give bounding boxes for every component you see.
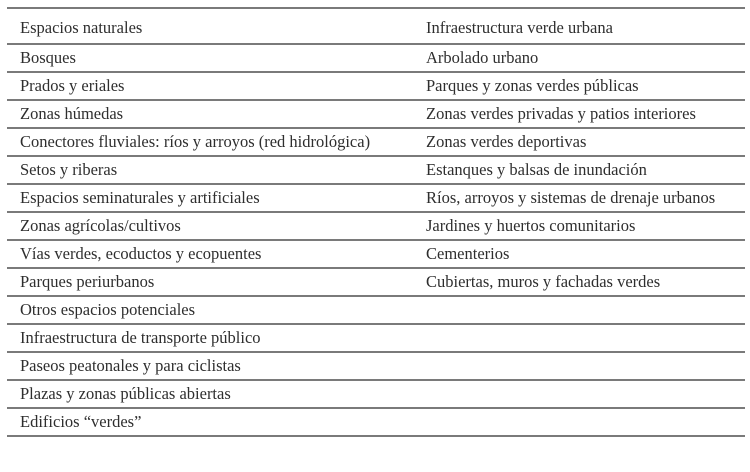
table-row xyxy=(7,72,745,100)
header-cell-urban-green-infrastructure: Infraestructura verde urbana xyxy=(413,8,745,44)
cell-left: Prados y eriales xyxy=(7,72,413,100)
cell-right: Zonas verdes privadas y patios interiores xyxy=(413,100,745,128)
table-row xyxy=(7,44,745,72)
cell-right: Zonas verdes deportivas xyxy=(413,128,745,156)
header-cell-natural-spaces: Espacios naturales xyxy=(7,8,413,44)
table-row xyxy=(7,296,745,324)
cell-left: Bosques xyxy=(7,44,413,72)
table-row xyxy=(7,324,745,352)
cell-left: Plazas y zonas públicas abiertas xyxy=(7,380,413,408)
cell-left: Zonas húmedas xyxy=(7,100,413,128)
table-row xyxy=(7,408,745,436)
table-head xyxy=(7,8,745,44)
cell-right: Arbolado urbano xyxy=(413,44,745,72)
table-row xyxy=(7,184,745,212)
cell-right: Jardines y huertos comunitarios xyxy=(413,212,745,240)
cell-left: Edificios “verdes” xyxy=(7,408,413,436)
cell-right: Parques y zonas verdes públicas xyxy=(413,72,745,100)
table-row xyxy=(7,268,745,296)
cell-right xyxy=(413,380,745,408)
cell-right xyxy=(413,408,745,436)
cell-left: Vías verdes, ecoductos y ecopuentes xyxy=(7,240,413,268)
cell-right xyxy=(413,296,745,324)
table-body xyxy=(7,44,745,436)
cell-left: Zonas agrícolas/cultivos xyxy=(7,212,413,240)
cell-left: Infraestructura de transporte público xyxy=(7,324,413,352)
table-row xyxy=(7,352,745,380)
cell-left: Paseos peatonales y para ciclistas xyxy=(7,352,413,380)
cell-left: Setos y riberas xyxy=(7,156,413,184)
cell-left: Espacios seminaturales y artificiales xyxy=(7,184,413,212)
table-header-row xyxy=(7,8,745,44)
green-infrastructure-table xyxy=(7,7,745,437)
table-row xyxy=(7,100,745,128)
cell-right xyxy=(413,352,745,380)
table-row xyxy=(7,128,745,156)
cell-left: Otros espacios potenciales xyxy=(7,296,413,324)
cell-left: Parques periurbanos xyxy=(7,268,413,296)
table-row xyxy=(7,240,745,268)
table-row xyxy=(7,212,745,240)
cell-right: Ríos, arroyos y sistemas de drenaje urbanos xyxy=(413,184,745,212)
table-row xyxy=(7,156,745,184)
table-row xyxy=(7,380,745,408)
cell-left: Conectores fluviales: ríos y arroyos (red hidrológica) xyxy=(7,128,413,156)
cell-right xyxy=(413,324,745,352)
cell-right: Cubiertas, muros y fachadas verdes xyxy=(413,268,745,296)
cell-right: Cementerios xyxy=(413,240,745,268)
cell-right: Estanques y balsas de inundación xyxy=(413,156,745,184)
